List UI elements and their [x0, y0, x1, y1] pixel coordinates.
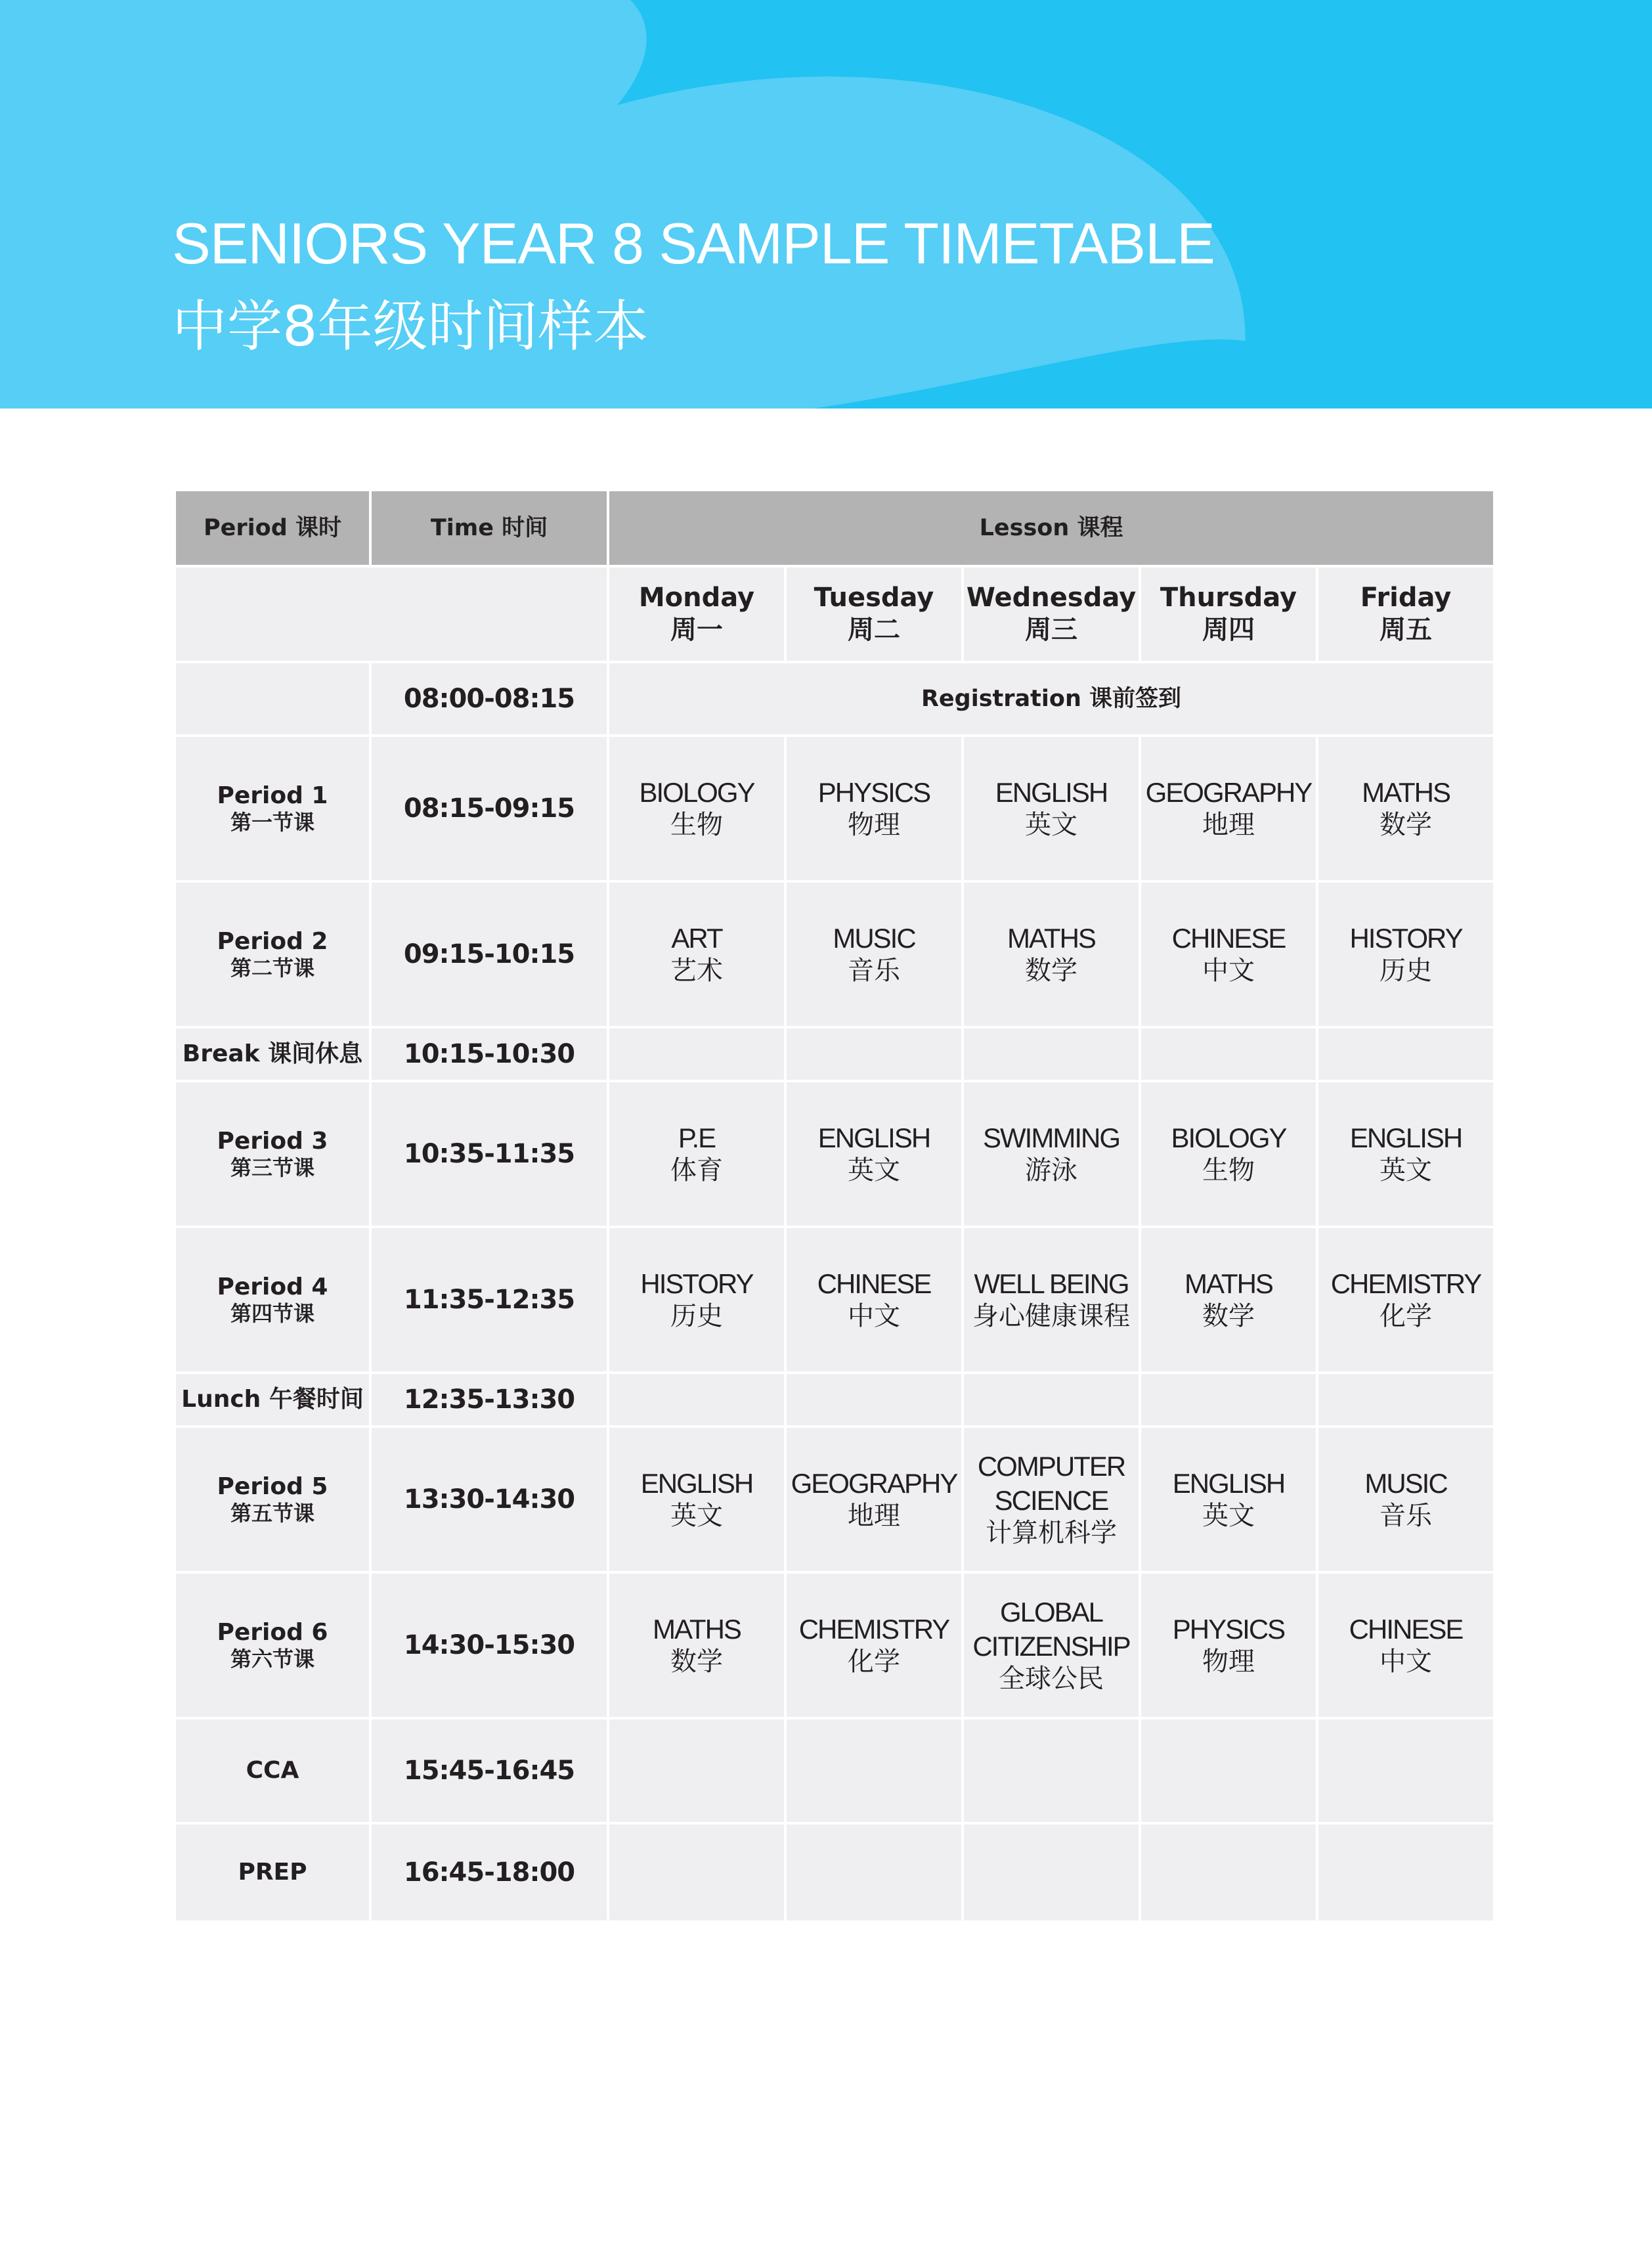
- lesson-cell: GLOBAL CITIZENSHIP 全球公民: [963, 1572, 1140, 1718]
- day-header-friday: Friday 周五: [1317, 566, 1494, 662]
- lesson-cell: GEOGRAPHY 地理: [785, 1427, 963, 1572]
- lesson-cell: MATHS 数学: [963, 881, 1140, 1027]
- column-header-period: Period 课时: [175, 490, 370, 566]
- empty-cell: [785, 1373, 963, 1427]
- lesson-cell: GEOGRAPHY 地理: [1140, 736, 1317, 881]
- period-cell: [175, 662, 370, 736]
- registration-label: Registration 课前签到: [608, 662, 1494, 736]
- period-row-5: [175, 1427, 1494, 1572]
- empty-cell: [963, 1718, 1140, 1823]
- time-cell: 10:15-10:30: [370, 1027, 608, 1081]
- period-cell: Period 6 第六节课: [175, 1572, 370, 1718]
- lesson-cell: SWIMMING 游泳: [963, 1081, 1140, 1227]
- time-cell: 08:15-09:15: [370, 736, 608, 881]
- period-row-6: [175, 1572, 1494, 1718]
- empty-cell: [1317, 1027, 1494, 1081]
- lunch-row: [175, 1373, 1494, 1427]
- cca-label: CCA: [175, 1718, 370, 1823]
- registration-row: [175, 662, 1494, 736]
- day-header-tuesday: Tuesday 周二: [785, 566, 963, 662]
- period-row-3: [175, 1081, 1494, 1227]
- page-title: SENIORS YEAR 8 SAMPLE TIMETABLE: [172, 211, 1215, 276]
- empty-cell: [1317, 1823, 1494, 1922]
- prep-label: PREP: [175, 1823, 370, 1922]
- day-header-spacer: [175, 566, 608, 662]
- column-header-time: Time 时间: [370, 490, 608, 566]
- lesson-cell: CHINESE 中文: [785, 1227, 963, 1373]
- empty-cell: [963, 1823, 1140, 1922]
- period-cell: Period 1 第一节课: [175, 736, 370, 881]
- lesson-cell: HISTORY 历史: [608, 1227, 785, 1373]
- empty-cell: [1140, 1027, 1317, 1081]
- period-cell: Period 3 第三节课: [175, 1081, 370, 1227]
- empty-cell: [785, 1027, 963, 1081]
- period-row-4: [175, 1227, 1494, 1373]
- empty-cell: [963, 1027, 1140, 1081]
- lesson-cell: MUSIC 音乐: [1317, 1427, 1494, 1572]
- lesson-cell: CHEMISTRY 化学: [1317, 1227, 1494, 1373]
- empty-cell: [785, 1718, 963, 1823]
- break-row: [175, 1027, 1494, 1081]
- page-title-chinese: 中学8年级时间样本: [172, 294, 649, 359]
- period-cell: Period 4 第四节课: [175, 1227, 370, 1373]
- time-cell: 15:45-16:45: [370, 1718, 608, 1823]
- empty-cell: [608, 1373, 785, 1427]
- lesson-cell: MUSIC 音乐: [785, 881, 963, 1027]
- day-header-monday: Monday 周一: [608, 566, 785, 662]
- lesson-cell: PHYSICS 物理: [785, 736, 963, 881]
- lesson-cell: CHEMISTRY 化学: [785, 1572, 963, 1718]
- lunch-label: Lunch 午餐时间: [175, 1373, 370, 1427]
- time-cell: 16:45-18:00: [370, 1823, 608, 1922]
- empty-cell: [1317, 1718, 1494, 1823]
- time-cell: 10:35-11:35: [370, 1081, 608, 1227]
- lesson-cell: CHINESE 中文: [1317, 1572, 1494, 1718]
- lesson-cell: ENGLISH 英文: [1317, 1081, 1494, 1227]
- time-cell: 09:15-10:15: [370, 881, 608, 1027]
- lesson-cell: CHINESE 中文: [1140, 881, 1317, 1027]
- empty-cell: [1317, 1373, 1494, 1427]
- time-cell: 13:30-14:30: [370, 1427, 608, 1572]
- lesson-cell: ART 艺术: [608, 881, 785, 1027]
- empty-cell: [1140, 1823, 1317, 1922]
- lesson-cell: P.E 体育: [608, 1081, 785, 1227]
- lesson-cell: ENGLISH 英文: [608, 1427, 785, 1572]
- empty-cell: [608, 1027, 785, 1081]
- empty-cell: [608, 1718, 785, 1823]
- table-header-row: [175, 490, 1494, 566]
- empty-cell: [963, 1373, 1140, 1427]
- period-cell: Period 2 第二节课: [175, 881, 370, 1027]
- lesson-cell: MATHS 数学: [608, 1572, 785, 1718]
- empty-cell: [608, 1823, 785, 1922]
- prep-row: [175, 1823, 1494, 1922]
- day-header-wednesday: Wednesday 周三: [963, 566, 1140, 662]
- lesson-cell: BIOLOGY 生物: [1140, 1081, 1317, 1227]
- day-header-thursday: Thursday 周四: [1140, 566, 1317, 662]
- time-cell: 11:35-12:35: [370, 1227, 608, 1373]
- empty-cell: [1140, 1718, 1317, 1823]
- lesson-cell: COMPUTER SCIENCE 计算机科学: [963, 1427, 1140, 1572]
- timetable: [173, 489, 1496, 1923]
- period-row-2: [175, 881, 1494, 1027]
- lesson-cell: PHYSICS 物理: [1140, 1572, 1317, 1718]
- lesson-cell: ENGLISH 英文: [963, 736, 1140, 881]
- cca-row: [175, 1718, 1494, 1823]
- period-row-1: [175, 736, 1494, 881]
- header-banner: [0, 0, 1652, 409]
- lesson-cell: HISTORY 历史: [1317, 881, 1494, 1027]
- period-cell: Period 5 第五节课: [175, 1427, 370, 1572]
- lesson-cell: MATHS 数学: [1317, 736, 1494, 881]
- lesson-cell: MATHS 数学: [1140, 1227, 1317, 1373]
- day-header-row: [175, 566, 1494, 662]
- empty-cell: [1140, 1373, 1317, 1427]
- column-header-lesson: Lesson 课程: [608, 490, 1494, 566]
- time-cell: 12:35-13:30: [370, 1373, 608, 1427]
- lesson-cell: ENGLISH 英文: [785, 1081, 963, 1227]
- lesson-cell: ENGLISH 英文: [1140, 1427, 1317, 1572]
- lesson-cell: WELL BEING 身心健康课程: [963, 1227, 1140, 1373]
- break-label: Break 课间休息: [175, 1027, 370, 1081]
- lesson-cell: BIOLOGY 生物: [608, 736, 785, 881]
- time-cell: 14:30-15:30: [370, 1572, 608, 1718]
- time-cell: 08:00-08:15: [370, 662, 608, 736]
- empty-cell: [785, 1823, 963, 1922]
